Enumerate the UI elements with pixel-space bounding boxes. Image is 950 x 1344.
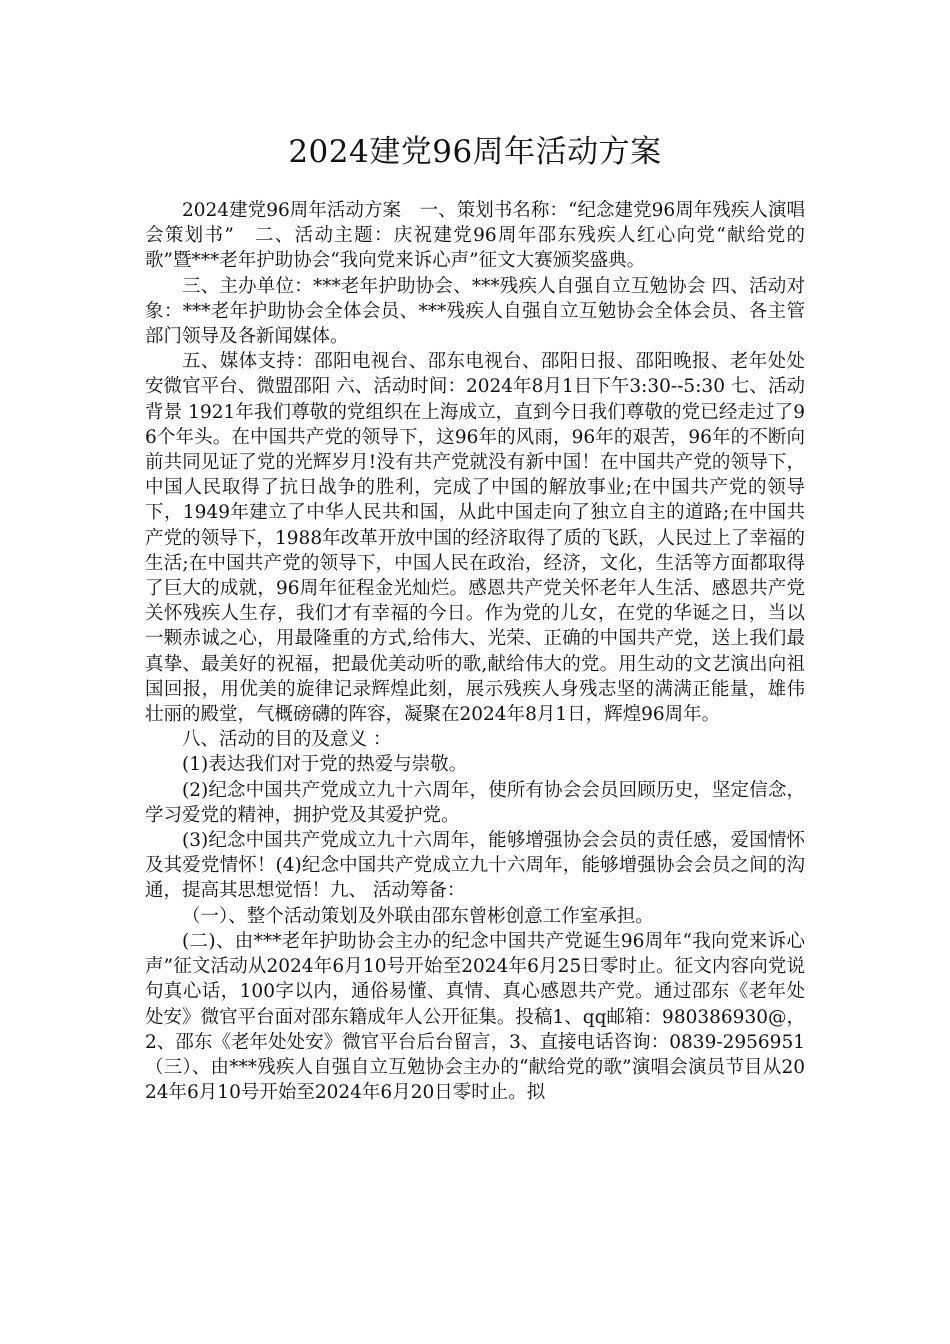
paragraph-purpose-3: (3)纪念中国共产党成立九十六周年，能够增强协会会员的责任感，爱国情怀及其爱党情怀！(4)纪念中国共产党成立九十六周年，能够增强协会会员之间的沟通，提高其思想觉悟！九、 活动筹备： (145, 830, 805, 902)
paragraph-purpose-heading: 八、活动的目的及意义 ： (182, 729, 392, 751)
paragraph-background: 五、媒体支持：邵阳电视台、邵东电视台、邵阳日报、邵阳晚报、老年处处安微官平台、微盟邵阳 六、活动时间：2024年8月1日下午3:30--5:30 七、活动背景 1921年我们尊敬的党组织在上海成立，直到今日我们尊敬的党已经走过了96个年头。在中国共产党的领导下，这96年的风雨，96年的艰苦，96年的不断向前共同见证了党的光辉岁月!没有共产党就没有新中国！在中国共产党的领导下，中国人民取得了抗日战争的胜利，完成了中国的解放事业;在中国共产党的领导下，1949年建立了中华人民共和国，从此中国走向了独立自主的道路;在中国共产党的领导下，1988年改革开放中国的经济取得了质的飞跃，人民过上了幸福的生活;在中国共产党的领导下，中国人民在政治，经济，文化，生活等方面都取得了巨大的成就，96周年征程金光灿烂。感恩共产党关怀老年人生活、感恩共产党关怀残疾人生存，我们才有幸福的今日。作为党的儿女，在党的华诞之日，当以一颗赤诚之心，用最隆重的方式,给伟大、光荣、正确的中国共产党，送上我们最真挚、最美好的祝福，把最优美动听的歌,献给伟大的党。用生动的文艺演出向祖国回报，用优美的旋律记录辉煌此刻，展示残疾人身残志坚的满满正能量，雄伟壮丽的殿堂，气概磅礴的阵容，凝聚在2024年8月1日，辉煌96周年。 (145, 351, 805, 726)
paragraph-organizers: 三、主办单位：***老年护助协会、***残疾人自强自立互勉协会 四、活动对象：***老年护助协会全体会员、***残疾人自强自立互勉协会全体会员、各主管部门领导及各新闻媒体。 (145, 275, 805, 348)
paragraph-purpose-2: (2)纪念中国共产党成立九十六周年，使所有协会会员回顾历史，坚定信念，学习爱党的精神，拥护党及其爱护党。 (145, 779, 805, 826)
paragraph-preparation-2: (二)、由***老年护助协会主办的纪念中国共产党诞生96周年“我向党来诉心声”征文活动从2024年6月10号开始至2024年6月25日零时止。征文内容向党说句真心话，100字以内，通俗易懂、真情、真心感恩共产党。通过邵东《老年处处安》微官平台面对邵东籍成年人公开征集。投稿1、qq邮箱：980386930@，2、邵东《老年处处安》微官平台后台留言，3、直接电话咨询：0839-2956951（三）、由***残疾人自强自立互勉协会主办的“献给党的歌”演唱会演员节目从2024年6月10号开始至2024年6月20日零时止。拟 (145, 930, 805, 1104)
paragraph-intro: 2024建党96周年活动方案 一、策划书名称：“纪念建党96周年残疾人演唱会策划书” 二、活动主题：庆祝建党96周年邵东残疾人红心向党“献给党的歌”暨***老年护助协会“我向党来诉心声”征文大赛颁奖盛典。 (145, 200, 805, 272)
paragraph-purpose-1: (1)表达我们对于党的热爱与崇敬。 (182, 754, 468, 776)
document-body (145, 198, 805, 1105)
page-title: 2024建党96周年活动方案 (288, 134, 662, 170)
document-page (145, 0, 805, 1105)
paragraph-preparation-1: （一）、整个活动策划及外联由邵东曾彬创意工作室承担。 (182, 905, 654, 927)
